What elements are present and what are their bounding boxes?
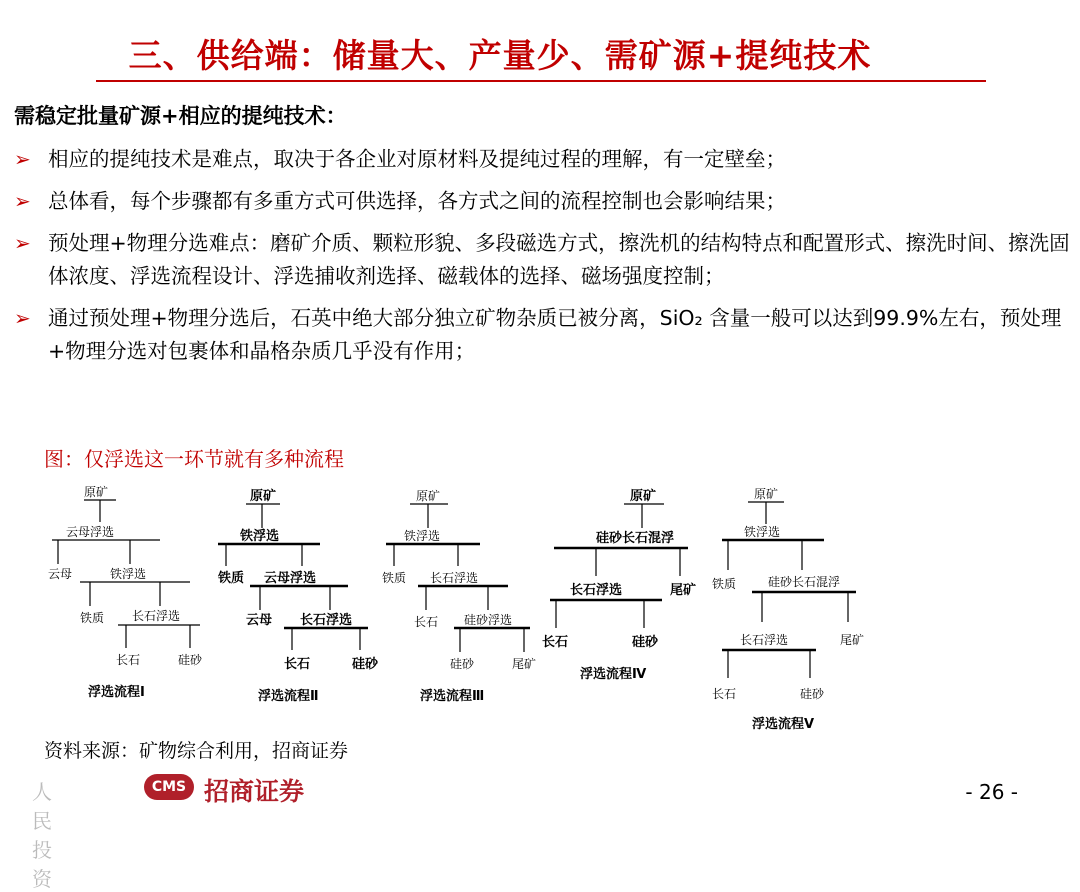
title-divider [96, 80, 986, 82]
flow-node: 硅砂长石混浮 [596, 531, 675, 546]
flow-node: 硅砂 [178, 653, 203, 667]
flow-label: 浮选流程Ⅲ [420, 689, 485, 704]
bullet-list [14, 143, 1074, 377]
arrow-bullet-icon: ➢ [14, 147, 31, 171]
flow-node: 长石 [712, 687, 737, 701]
flow-node: 铁质 [712, 577, 737, 591]
flow-node: 硅砂长石混浮 [768, 575, 841, 589]
flow-node: 尾矿 [840, 633, 865, 647]
company-logo-icon: CMS [144, 774, 194, 800]
flow-label: 浮选流程Ⅱ [258, 689, 319, 704]
flow-node: 硅砂 [632, 635, 659, 650]
flow-node: 长石浮选 [132, 609, 181, 623]
source-note: 资料来源：矿物综合利用，招商证券 [44, 740, 349, 762]
bullet-text: 预处理+物理分选难点：磨矿介质、颗粒形貌、多段磁选方式，擦洗机的结构特点和配置形式、擦洗时间、擦洗固体浓度、浮选流程设计、浮选捕收剂选择、磁载体的选择、磁场强度控制； [48, 231, 1070, 288]
intro-text: 需稳定批量矿源+相应的提纯技术： [14, 104, 347, 128]
flow-node: 硅砂 [450, 657, 475, 671]
flow-node: 长石 [542, 635, 569, 650]
flow-5 [712, 487, 864, 732]
arrow-bullet-icon: ➢ [14, 231, 31, 255]
bullet-text: 通过预处理+物理分选后，石英中绝大部分独立矿物杂质已被分离，SiO₂ 含量一般可以达到99.9%左右，预处理+物理分选对包裹体和晶格杂质几乎没有作用； [48, 306, 1062, 363]
flow-node: 铁浮选 [404, 529, 441, 543]
flow-3 [382, 489, 536, 704]
flow-node: 硅砂 [352, 657, 379, 672]
flow-node: 原矿 [630, 489, 657, 504]
flow-node: 云母 [246, 613, 273, 628]
figure-caption: 图：仅浮选这一环节就有多种流程 [44, 447, 344, 471]
arrow-bullet-icon: ➢ [14, 306, 31, 330]
flow-node: 硅砂浮选 [464, 613, 513, 627]
bullet-item [14, 185, 1074, 218]
flow-label: 浮选流程Ⅴ [752, 717, 815, 732]
flow-node: 长石浮选 [740, 633, 789, 647]
flow-node: 原矿 [250, 489, 277, 504]
flotation-flowcharts [40, 478, 880, 738]
flow-node: 长石 [116, 653, 141, 667]
bullet-item [14, 143, 1074, 176]
flow-node: 云母浮选 [264, 571, 317, 586]
flow-node: 云母 [48, 567, 73, 581]
flow-node: 铁质 [382, 571, 407, 585]
flow-1 [48, 485, 203, 700]
page-title: 三、供给端：储量大、产量少、需矿源+提纯技术 [128, 36, 872, 75]
flow-node: 铁浮选 [240, 529, 280, 544]
flow-node: 铁浮选 [110, 567, 147, 581]
flow-node: 云母浮选 [66, 525, 115, 539]
watermark: 人民投资 [32, 780, 53, 891]
arrow-bullet-icon: ➢ [14, 189, 31, 213]
flow-label: 浮选流程Ⅳ [580, 667, 647, 682]
flow-4 [542, 488, 696, 682]
flow-node: 原矿 [416, 489, 441, 503]
flow-node: 长石 [414, 615, 439, 629]
flow-node: 原矿 [754, 487, 779, 501]
flow-node: 长石浮选 [570, 583, 623, 598]
flow-label: 浮选流程Ⅰ [88, 685, 145, 700]
brand-name: 招商证券 [204, 777, 305, 806]
flow-node: 长石 [284, 657, 311, 672]
flow-node: 铁质 [80, 611, 105, 625]
flow-2 [217, 488, 379, 704]
flow-node: 硅砂 [800, 687, 825, 701]
flow-node: 长石浮选 [300, 613, 353, 628]
flow-node: 原矿 [84, 485, 109, 499]
bullet-text: 总体看，每个步骤都有多重方式可供选择，各方式之间的流程控制也会影响结果； [48, 189, 786, 213]
bullet-item [14, 302, 1074, 368]
bullet-text: 相应的提纯技术是难点，取决于各企业对原材料及提纯过程的理解，有一定壁垒； [48, 147, 786, 171]
page-number: - 26 - [965, 780, 1018, 804]
flow-node: 铁浮选 [744, 525, 781, 539]
flow-node: 铁质 [218, 571, 245, 586]
bullet-item [14, 227, 1074, 293]
flow-node: 尾矿 [670, 583, 697, 598]
flow-node: 长石浮选 [430, 571, 479, 585]
flow-node: 尾矿 [512, 657, 537, 671]
